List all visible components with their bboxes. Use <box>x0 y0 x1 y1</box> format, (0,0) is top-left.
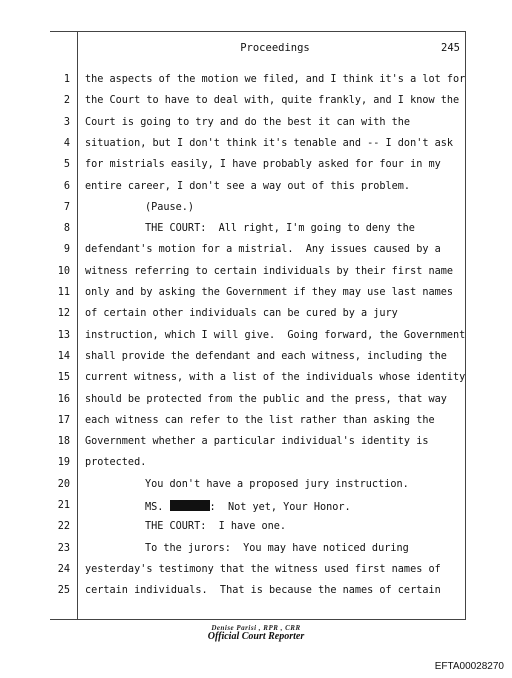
line-text: THE COURT: All right, I'm going to deny the <box>145 223 415 235</box>
line-number: 1 <box>63 74 70 85</box>
line-text: the aspects of the motion we filed, and I think it's a lot for <box>85 74 466 85</box>
line-text: should be protected from the public and the press, that way <box>85 393 447 405</box>
transcript-line <box>0 202 512 216</box>
line-text: certain individuals. That is because the names of certain <box>85 585 441 597</box>
line-number: 22 <box>57 521 70 533</box>
line-text: protected. <box>85 457 147 469</box>
transcript-line <box>0 159 512 173</box>
line-text: Court is going to try and do the best it can with the <box>85 116 411 128</box>
line-text: shall provide the defendant and each witness, including the <box>85 350 447 362</box>
line-text: (Pause.) <box>145 201 195 213</box>
line-number: 5 <box>63 159 70 171</box>
line-text: entire career, I don't see a way out of this problem. <box>85 180 411 192</box>
line-number: 8 <box>63 223 70 235</box>
line-number: 17 <box>57 414 70 426</box>
line-text: witness referring to certain individuals by their first name <box>85 265 454 277</box>
line-text: Government whether a particular individual's identity is <box>85 436 429 448</box>
transcript-line <box>0 543 512 557</box>
line-text: defendant's motion for a mistrial. Any issues caused by a <box>85 244 441 256</box>
transcript-line <box>0 415 512 429</box>
transcript-line <box>0 521 512 535</box>
page-header-title: Proceedings <box>240 42 310 54</box>
transcript-line <box>0 181 512 195</box>
transcript-line <box>0 95 512 109</box>
transcript-line <box>0 244 512 258</box>
transcript-line <box>0 223 512 237</box>
reporter-name: Denise Parisi , RPR , CRR <box>211 624 301 632</box>
line-text: instruction, which I will give. Going forward, the Government <box>85 329 466 341</box>
transcript-line <box>0 117 512 131</box>
transcript-line <box>0 74 512 88</box>
redaction-bar <box>170 500 210 511</box>
line-number: 19 <box>57 457 70 469</box>
transcript-line <box>0 585 512 599</box>
line-text: each witness can refer to the list rather than asking the <box>85 414 435 426</box>
transcript-line <box>0 479 512 493</box>
line-number: 16 <box>57 393 70 405</box>
document-id: EFTA00028270 <box>434 661 504 672</box>
line-text: the Court to have to deal with, quite frankly, and I know the <box>85 95 460 107</box>
speaker-text: : Not yet, Your Honor. <box>209 502 351 513</box>
line-number: 14 <box>57 350 70 362</box>
transcript-line <box>0 394 512 408</box>
line-number: 3 <box>63 116 70 128</box>
line-text: of certain other individuals can be cured by a jury <box>85 308 398 320</box>
transcript-line <box>0 564 512 578</box>
transcript-line <box>0 330 512 344</box>
transcript-line <box>0 372 512 386</box>
page-number: 245 <box>441 42 460 54</box>
transcript-line <box>0 436 512 450</box>
line-number: 9 <box>63 244 70 256</box>
transcript-line <box>0 351 512 365</box>
transcript-line <box>0 500 512 514</box>
line-number: 10 <box>57 265 70 277</box>
line-number: 7 <box>63 201 70 213</box>
speaker-prefix: MS. <box>145 502 170 513</box>
line-number: 25 <box>57 585 70 597</box>
transcript-line <box>0 308 512 322</box>
line-text: To the jurors: You may have noticed during <box>145 542 409 554</box>
line-number: 13 <box>57 329 70 341</box>
line-number: 18 <box>57 436 70 448</box>
line-number: 6 <box>63 180 70 192</box>
transcript-line <box>0 287 512 301</box>
reporter-title: Official Court Reporter <box>207 631 305 642</box>
transcript-line <box>0 138 512 152</box>
line-number: 11 <box>57 287 70 298</box>
line-text: yesterday's testimony that the witness used first names of <box>85 563 441 575</box>
line-text: for mistrials easily, I have probably asked for four in my <box>85 159 441 171</box>
line-number: 12 <box>57 308 70 320</box>
line-number: 21 <box>57 500 70 511</box>
line-number: 20 <box>57 478 70 490</box>
line-text: THE COURT: I have one. <box>145 521 287 533</box>
line-text: current witness, with a list of the individuals whose identity <box>85 372 466 384</box>
line-text <box>85 500 351 513</box>
transcript-line <box>0 266 512 280</box>
line-text: only and by asking the Government if they may use last names <box>85 287 454 298</box>
line-number: 23 <box>57 542 70 554</box>
line-number: 15 <box>57 372 70 384</box>
transcript-line <box>0 457 512 471</box>
line-text: You don't have a proposed jury instruction. <box>145 478 409 490</box>
line-number: 2 <box>63 95 70 107</box>
line-number: 4 <box>63 137 70 149</box>
line-number: 24 <box>57 563 70 575</box>
line-text: situation, but I don't think it's tenable and -- I don't ask <box>85 137 454 149</box>
